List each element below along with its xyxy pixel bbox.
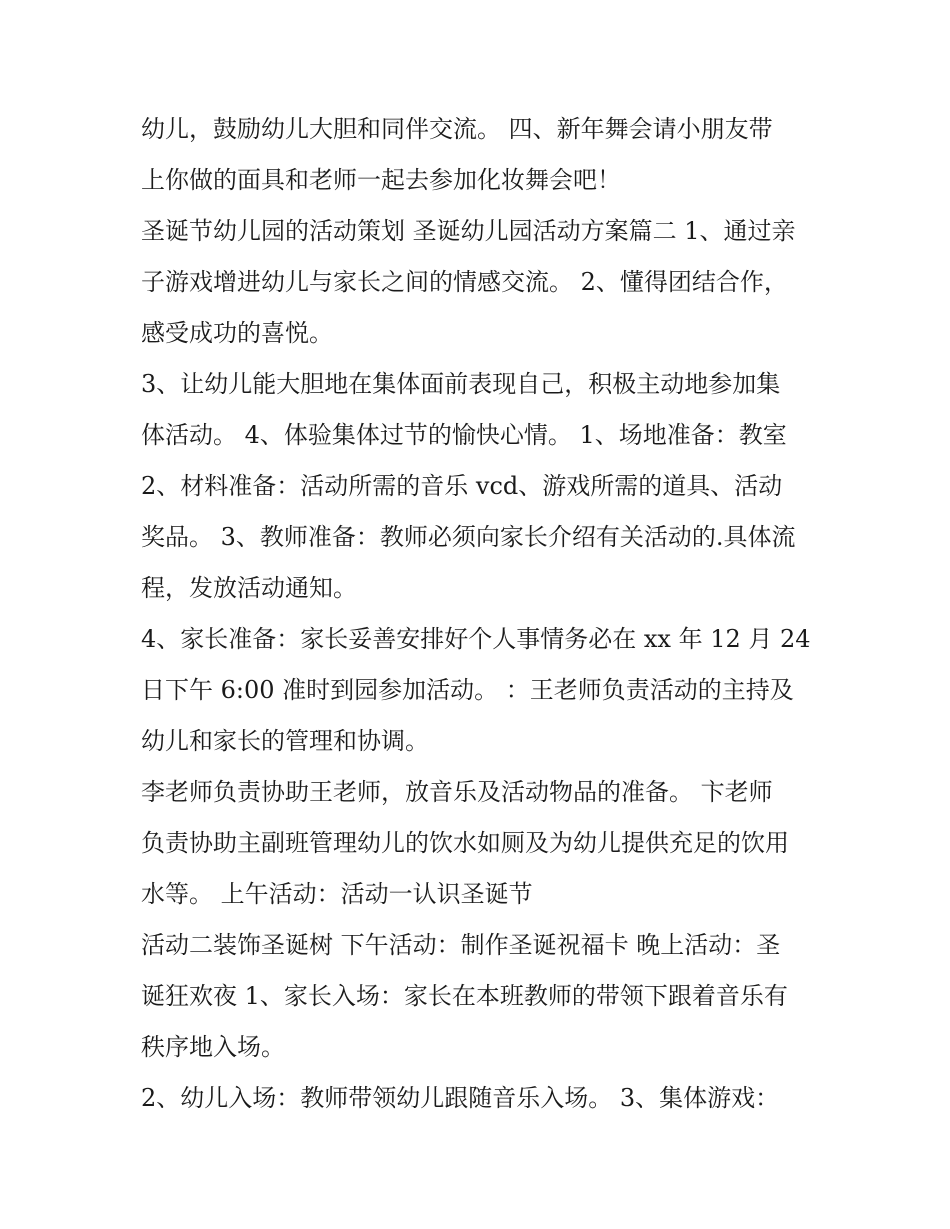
text-line: 李老师负责协助王老师，放音乐及活动物品的准备。 卞老师 [141, 778, 773, 806]
text-line: 2、材料准备：活动所需的音乐 vcd、游戏所需的道具、活动 [141, 472, 783, 500]
text-line: 3、让幼儿能大胆地在集体面前表现自己，积极主动地参加集 [141, 370, 781, 398]
text-line: 诞狂欢夜 1、家长入场：家长在本班教师的带领下跟着音乐有 [141, 982, 788, 1010]
text-line: 幼儿和家长的管理和协调。 [141, 727, 429, 755]
text-line: 日下午 6:00 准时到园参加活动。 ：王老师负责活动的主持及 [141, 676, 794, 704]
text-line: 上你做的面具和老师一起去参加化妆舞会吧！ [141, 166, 621, 194]
text-line: 奖品。 3、教师准备：教师必须向家长介绍有关活动的.具体流 [141, 523, 796, 551]
text-line: 活动二装饰圣诞树 下午活动：制作圣诞祝福卡 晚上活动：圣 [141, 931, 781, 959]
text-line: 秩序地入场。 [141, 1033, 285, 1061]
text-line: 水等。 上午活动：活动一认识圣诞节 [141, 880, 533, 908]
text-line: 子游戏增进幼儿与家长之间的情感交流。 2、懂得团结合作， [141, 268, 788, 296]
document-body [141, 104, 821, 1124]
text-line: 感受成功的喜悦。 [141, 319, 333, 347]
text-line: 幼儿，鼓励幼儿大胆和同伴交流。 四、新年舞会请小朋友带 [141, 115, 773, 143]
text-line: 程，发放活动通知。 [141, 574, 357, 602]
text-line: 体活动。 4、体验集体过节的愉快心情。 1、场地准备：教室 [141, 421, 787, 449]
text-line: 4、家长准备：家长妥善安排好个人事情务必在 xx 年 12 月 24 [141, 625, 811, 653]
text-line: 圣诞节幼儿园的活动策划 圣诞幼儿园活动方案篇二 1、通过亲 [141, 217, 796, 245]
text-line: 2、幼儿入场：教师带领幼儿跟随音乐入场。 3、集体游戏： [141, 1084, 780, 1112]
text-line: 负责协助主副班管理幼儿的饮水如厕及为幼儿提供充足的饮用 [141, 829, 789, 857]
